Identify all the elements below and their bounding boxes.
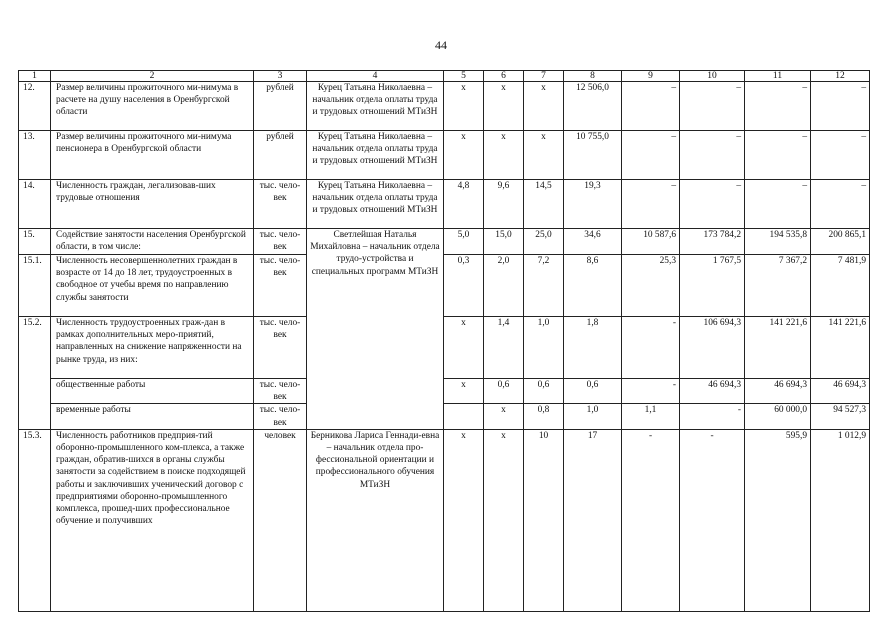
cell-col11: – <box>745 82 811 131</box>
cell-col5: х <box>444 379 484 404</box>
cell-col7: 1,0 <box>564 404 622 429</box>
cell-col9: 10 587,6 <box>622 229 680 255</box>
table-row <box>19 82 870 131</box>
header-cell: 7 <box>524 71 564 82</box>
cell-col12: 46 694,3 <box>811 379 870 404</box>
cell-col10: – <box>680 82 745 131</box>
cell-col8: 34,6 <box>564 229 622 255</box>
cell-col11: 194 535,8 <box>745 229 811 255</box>
cell-col11: 46 694,3 <box>745 379 811 404</box>
cell-col6: 0,8 <box>524 404 564 429</box>
row-number: 14. <box>19 180 51 229</box>
row-description: Численность граждан, легализовав-ших трудовые отношения <box>51 180 254 229</box>
cell-col11: 7 367,2 <box>745 255 811 317</box>
cell-col9: – <box>622 131 680 180</box>
row-number: 15.1. <box>19 255 51 317</box>
cell-col5: 4,8 <box>444 180 484 229</box>
cell-col10: – <box>680 131 745 180</box>
cell-col8: 19,3 <box>564 180 622 229</box>
cell-col10: 106 694,3 <box>680 317 745 379</box>
row-unit: тыс. чело-век <box>254 317 307 379</box>
cell-col9: - <box>622 317 680 379</box>
row-description: Размер величины прожиточного ми-нимума в расчете на душу населения в Оренбургской области <box>51 82 254 131</box>
row-unit: тыс. чело-век <box>254 180 307 229</box>
table-row <box>19 180 870 229</box>
header-cell: 2 <box>51 71 254 82</box>
cell-col8: 8,6 <box>564 255 622 317</box>
cell-col12: – <box>811 82 870 131</box>
cell-col5: х <box>484 404 524 429</box>
row-number: 15.3. <box>19 429 51 611</box>
cell-col8: 17 <box>564 429 622 611</box>
row-unit: человек <box>254 429 307 611</box>
row-responsible: Курец Татьяна Николаевна – начальник отдела оплаты труда и трудовых отношений МТиЗН <box>307 180 444 229</box>
cell-col8: 12 506,0 <box>564 82 622 131</box>
cell-col7: х <box>524 131 564 180</box>
header-cell: 1 <box>19 71 51 82</box>
cell-col7: х <box>524 82 564 131</box>
row-description: Численность несовершеннолетних граждан в возрасте от 14 до 18 лет, трудоустроенных в свободное от учебы время по направлению службы занятости <box>51 255 254 317</box>
cell-col11: – <box>745 180 811 229</box>
header-cell: 6 <box>484 71 524 82</box>
row-description: Содействие занятости населения Оренбургской области, в том числе: <box>51 229 254 255</box>
row-description: Численность трудоустроенных граж-дан в рамках дополнительных меро-приятий, направленных на снижение напряженности на рынке труда, из них: <box>51 317 254 379</box>
header-cell: 5 <box>444 71 484 82</box>
cell-col10: - <box>680 429 745 611</box>
row-number: 15. <box>19 229 51 255</box>
cell-col7: 0,6 <box>524 379 564 404</box>
header-cell: 12 <box>811 71 870 82</box>
cell-col11: 595,9 <box>745 429 811 611</box>
cell-col8: 0,6 <box>564 379 622 404</box>
row-description: временные работы <box>51 404 254 429</box>
cell-col7: 25,0 <box>524 229 564 255</box>
cell-col6: х <box>484 429 524 611</box>
row-number: 12. <box>19 82 51 131</box>
cell-col5: х <box>444 429 484 611</box>
header-cell: 11 <box>745 71 811 82</box>
cell-col6: х <box>484 82 524 131</box>
header-cell: 8 <box>564 71 622 82</box>
row-number: 15.2. <box>19 317 51 430</box>
table-row <box>19 229 870 255</box>
cell-col4-empty <box>444 404 484 429</box>
page-number: 44 <box>435 38 447 52</box>
cell-col10: 60 000,0 <box>745 404 811 429</box>
row-unit: тыс. чело-век <box>254 229 307 255</box>
row-unit: тыс. чело-век <box>254 404 307 429</box>
cell-col7: 7,2 <box>524 255 564 317</box>
cell-col12: – <box>811 131 870 180</box>
row-responsible: Курец Татьяна Николаевна – начальник отдела оплаты труда и трудовых отношений МТиЗН <box>307 82 444 131</box>
cell-col12: – <box>811 180 870 229</box>
header-cell: 10 <box>680 71 745 82</box>
cell-col11: 94 527,3 <box>811 404 870 429</box>
table-row <box>19 404 870 429</box>
cell-col5: 5,0 <box>444 229 484 255</box>
cell-col5: 0,3 <box>444 255 484 317</box>
cell-col7: 14,5 <box>524 180 564 229</box>
cell-col5: х <box>444 317 484 379</box>
table-row <box>19 429 870 611</box>
header-row <box>19 71 870 82</box>
cell-col5: х <box>444 131 484 180</box>
cell-col12: 200 865,1 <box>811 229 870 255</box>
cell-col9: - <box>680 404 745 429</box>
indicators-table <box>18 70 870 612</box>
cell-col6: х <box>484 131 524 180</box>
cell-col5: х <box>444 82 484 131</box>
cell-col9: – <box>622 82 680 131</box>
row-description: Численность работников предприя-тий оборонно-промышленного ком-плекса, а также граждан, обратив-шихся в органы службы занятости за содействием в поиске подходящей работы и заключивших ученический договор с предприятиями оборонно-промышленного комплекса, прошед-ших профессиональное обучение и получивших <box>51 429 254 611</box>
cell-col10: 1 767,5 <box>680 255 745 317</box>
cell-col11: – <box>745 131 811 180</box>
row-description: общественные работы <box>51 379 254 404</box>
row-responsible: Светлейшая Наталья Михайловна – начальник отдела трудо-устройства и специальных программ МТиЗН <box>307 229 444 430</box>
table-row <box>19 131 870 180</box>
cell-col6: 2,0 <box>484 255 524 317</box>
row-unit: тыс. чело-век <box>254 379 307 404</box>
cell-col12: 1 012,9 <box>811 429 870 611</box>
cell-col8: 10 755,0 <box>564 131 622 180</box>
row-responsible: Берникова Лариса Геннади-евна – начальник отдела про-фессиональной ориентации и профессионального обучения МТиЗН <box>307 429 444 611</box>
cell-col9: - <box>622 429 680 611</box>
row-description: Размер величины прожиточного ми-нимума пенсионера в Оренбургской области <box>51 131 254 180</box>
cell-col11: 141 221,6 <box>745 317 811 379</box>
cell-col8: 1,1 <box>622 404 680 429</box>
header-cell: 4 <box>307 71 444 82</box>
table-row <box>19 317 870 379</box>
row-unit: рублей <box>254 131 307 180</box>
header-cell: 9 <box>622 71 680 82</box>
cell-col8: 1,8 <box>564 317 622 379</box>
cell-col10: – <box>680 180 745 229</box>
cell-col10: 46 694,3 <box>680 379 745 404</box>
cell-col12: 7 481,9 <box>811 255 870 317</box>
row-responsible: Курец Татьяна Николаевна – начальник отдела оплаты труда и трудовых отношений МТиЗН <box>307 131 444 180</box>
cell-col6: 9,6 <box>484 180 524 229</box>
cell-col7: 1,0 <box>524 317 564 379</box>
cell-col10: 173 784,2 <box>680 229 745 255</box>
table-row <box>19 379 870 404</box>
cell-col12: 141 221,6 <box>811 317 870 379</box>
row-unit: тыс. чело-век <box>254 255 307 317</box>
cell-col9: - <box>622 379 680 404</box>
cell-col9: – <box>622 180 680 229</box>
row-number: 13. <box>19 131 51 180</box>
cell-col6: 15,0 <box>484 229 524 255</box>
header-cell: 3 <box>254 71 307 82</box>
row-unit: рублей <box>254 82 307 131</box>
cell-col9: 25,3 <box>622 255 680 317</box>
cell-col6: 1,4 <box>484 317 524 379</box>
cell-col7: 10 <box>524 429 564 611</box>
cell-col6: 0,6 <box>484 379 524 404</box>
table-row <box>19 255 870 317</box>
